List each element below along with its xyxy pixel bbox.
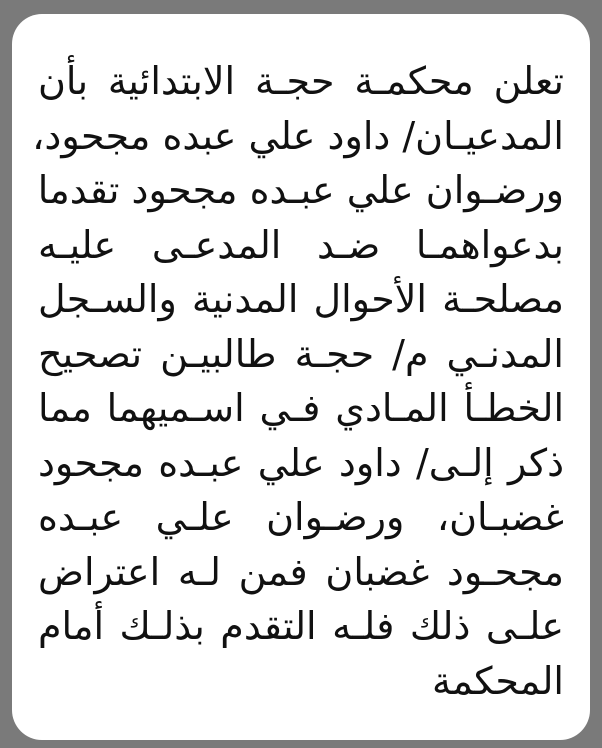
notice-line: ورضـوان علي عبـده مجحود تقدما [37,168,564,212]
notice-line: مصلحـة الأحوال المدنية والسـجل [38,277,564,321]
notice-line: غضبـان، ورضـوان علـي عبـده [38,495,564,539]
notice-line: المحكمة [432,658,564,703]
notice-line: مجحـود غضبان فمن لـه اعتراض [38,549,564,594]
notice-line: المدعيـان/ داود علي عبده مجحود، [32,113,564,158]
notice-line: الخطـأ المـادي فـي اسـميهما مما [38,386,564,430]
notice-body [32,54,564,708]
notice-line: بدعواهمـا ضـد المدعـى عليـه [38,222,564,267]
notice-line: المدنـي م/ حجـة طالبيـن تصحيح [38,331,564,376]
notice-line: علـى ذلك فلـه التقدم بذلـك أمام [38,604,564,648]
notice-line: تعلن محكمـة حجـة الابتدائية بأن [38,59,564,103]
notice-line: ذكر إلـى/ داود علي عبـده مجحود [38,440,564,485]
notice-card [12,14,590,740]
